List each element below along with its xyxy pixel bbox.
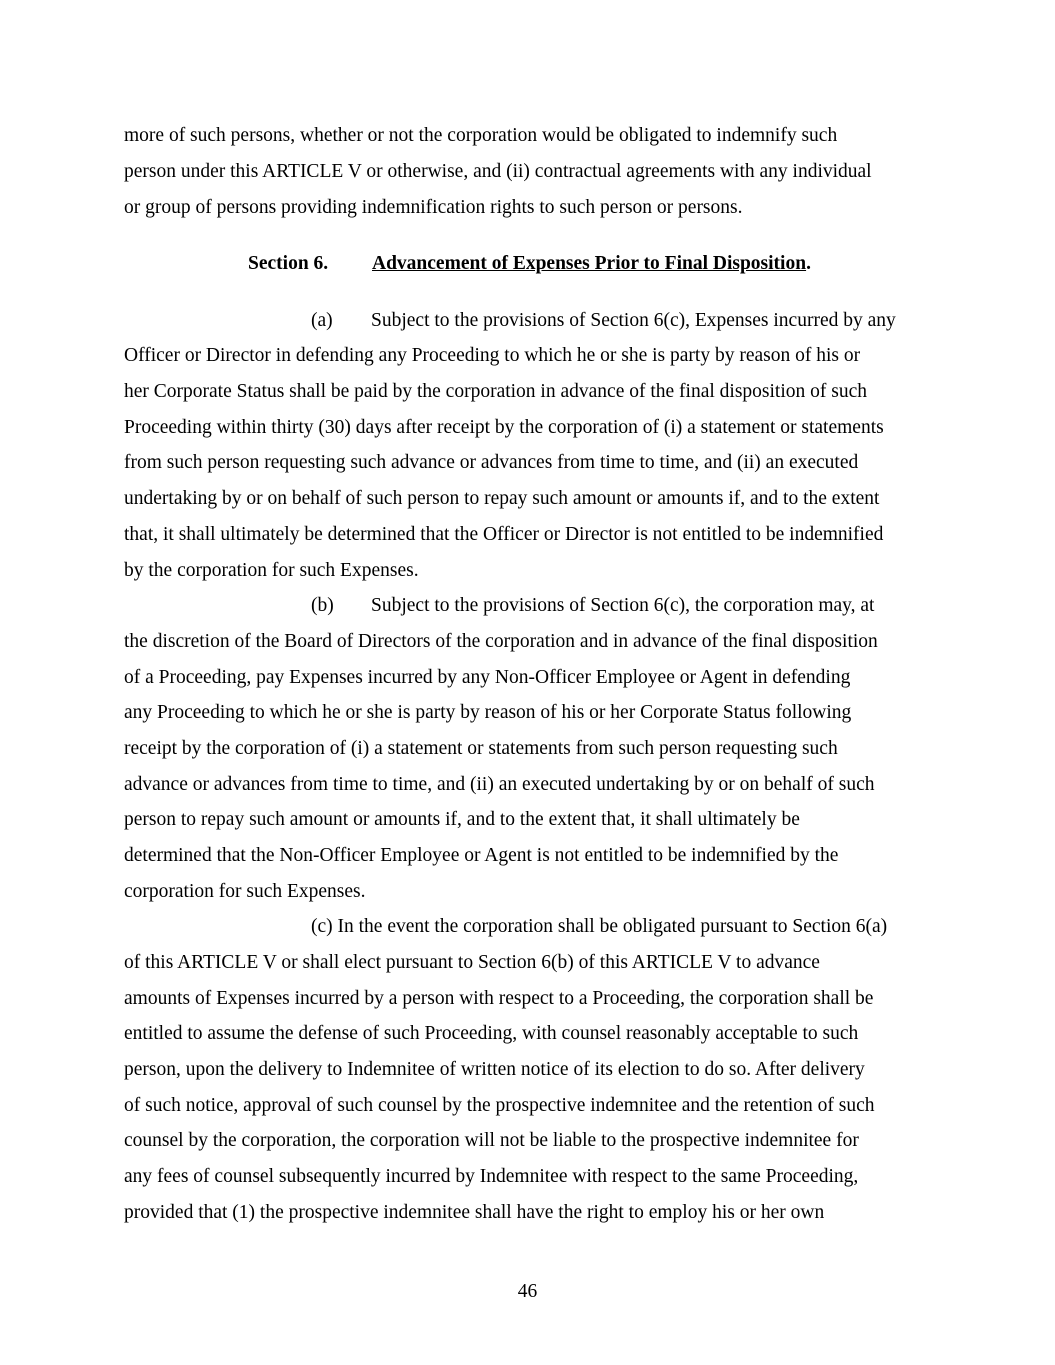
text-line: corporation for such Expenses. bbox=[124, 881, 366, 902]
paragraph-c-first-line: (c) In the event the corporation shall be obligated pursuant to Section 6(a) bbox=[311, 916, 888, 937]
paragraph-a-label: (a) bbox=[311, 310, 333, 331]
text-line: or group of persons providing indemnification rights to such person or persons. bbox=[124, 197, 743, 218]
paragraph-a-text: Subject to the provisions of Section 6(c), Expenses incurred by any bbox=[371, 310, 896, 331]
paragraph-b-text: Subject to the provisions of Section 6(c), the corporation may, at bbox=[371, 595, 875, 616]
text-line: her Corporate Status shall be paid by the corporation in advance of the final disposition of such bbox=[124, 381, 867, 402]
text-line: provided that (1) the prospective indemnitee shall have the right to employ his or her own bbox=[124, 1202, 825, 1223]
text-line: person, upon the delivery to Indemnitee of written notice of its election to do so. After delivery bbox=[124, 1059, 865, 1080]
text-line: more of such persons, whether or not the corporation would be obligated to indemnify such bbox=[124, 125, 838, 146]
paragraph-b-label: (b) bbox=[311, 595, 334, 616]
text-line: that, it shall ultimately be determined that the Officer or Director is not entitled to be indemnified bbox=[124, 524, 884, 545]
text-line: determined that the Non-Officer Employee or Agent is not entitled to be indemnified by the bbox=[124, 845, 839, 866]
text-line: counsel by the corporation, the corporation will not be liable to the prospective indemnitee for bbox=[124, 1130, 859, 1151]
page-number: 46 bbox=[517, 1281, 538, 1302]
text-line: of a Proceeding, pay Expenses incurred by any Non-Officer Employee or Agent in defending bbox=[124, 667, 851, 688]
text-line: any Proceeding to which he or she is party by reason of his or her Corporate Status following bbox=[124, 702, 852, 723]
text-line: from such person requesting such advance or advances from time to time, and (ii) an executed bbox=[124, 452, 859, 473]
section-title: Advancement of Expenses Prior to Final Disposition bbox=[372, 253, 807, 274]
text-line: advance or advances from time to time, and (ii) an executed undertaking by or on behalf of such bbox=[124, 774, 875, 795]
text-line: Proceeding within thirty (30) days after receipt by the corporation of (i) a statement or statements bbox=[124, 417, 884, 438]
text-line: entitled to assume the defense of such Proceeding, with counsel reasonably acceptable to such bbox=[124, 1023, 859, 1044]
text-line: by the corporation for such Expenses. bbox=[124, 560, 419, 581]
section-number: Section 6. bbox=[248, 253, 329, 274]
section-title-period: . bbox=[806, 253, 811, 274]
section-heading bbox=[248, 252, 811, 276]
text-line: receipt by the corporation of (i) a statement or statements from such person requesting such bbox=[124, 738, 838, 759]
text-line: Officer or Director in defending any Proceeding to which he or she is party by reason of his or bbox=[124, 345, 861, 366]
paragraph-a-first-line bbox=[311, 309, 896, 333]
text-line: of such notice, approval of such counsel by the prospective indemnitee and the retention of such bbox=[124, 1095, 875, 1116]
text-line: amounts of Expenses incurred by a person with respect to a Proceeding, the corporation shall be bbox=[124, 988, 874, 1009]
text-line: undertaking by or on behalf of such person to repay such amount or amounts if, and to the extent bbox=[124, 488, 880, 509]
text-line: any fees of counsel subsequently incurred by Indemnitee with respect to the same Proceeding, bbox=[124, 1166, 859, 1187]
text-line: of this ARTICLE V or shall elect pursuant to Section 6(b) of this ARTICLE V to advance bbox=[124, 952, 820, 973]
paragraph-b-first-line bbox=[311, 594, 874, 618]
text-line: person under this ARTICLE V or otherwise, and (ii) contractual agreements with any individual bbox=[124, 161, 872, 182]
text-line: person to repay such amount or amounts if, and to the extent that, it shall ultimately be bbox=[124, 809, 800, 830]
text-line: the discretion of the Board of Directors of the corporation and in advance of the final disposition bbox=[124, 631, 878, 652]
